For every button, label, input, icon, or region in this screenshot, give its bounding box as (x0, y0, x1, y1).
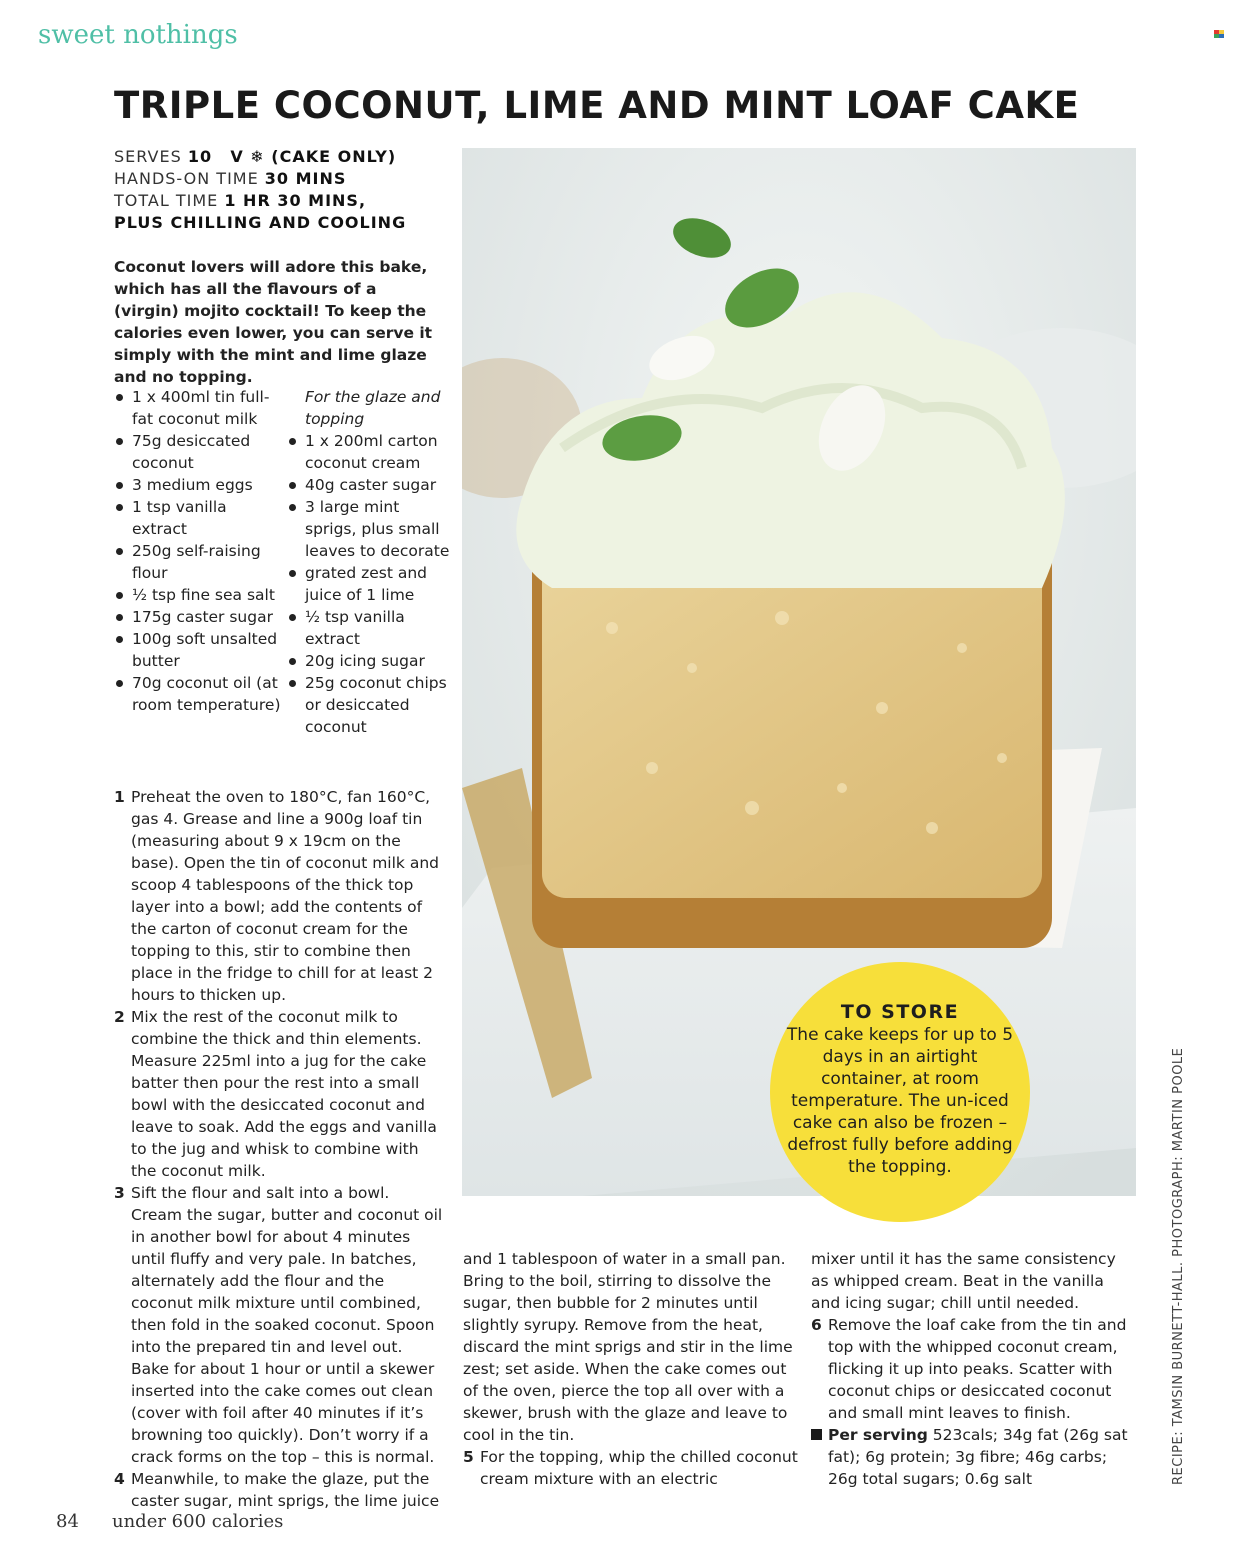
method-column-2 (463, 1248, 799, 1490)
ingredient-item: 250g self-raising flour (114, 540, 284, 584)
diet-tags: V ❄ (CAKE ONLY) (230, 147, 397, 166)
ingredient-item: ½ tsp vanilla extract (287, 606, 452, 650)
page-number: 84 (56, 1511, 79, 1532)
ingredient-item: 100g soft unsalted butter (114, 628, 284, 672)
ingredient-item: ½ tsp fine sea salt (114, 584, 284, 606)
step-number: 4 (114, 1470, 125, 1488)
method-column-3 (811, 1248, 1131, 1490)
serves-value: 10 (187, 147, 213, 166)
method-step-1 (114, 786, 444, 1006)
method-step-5-continued: mixer until it has the same consistency as whipped cream. Beat in the vanilla and icing sugar; chill until needed. (811, 1250, 1116, 1312)
step-text: Mix the rest of the coconut milk to combine the thick and thin elements. Measure 225ml into a jug for the cake batter then pour the rest into a small bowl with the desiccated coconut and leave to soak. Add the eggs and vanilla to the jug and whisk to combine with the coconut milk. (131, 1008, 437, 1180)
nutrition-text: 523cals; 34g fat (26g sat fat); 6g protein; 3g fibre; 46g carbs; 26g total sugars; 0.6g salt (828, 1426, 1128, 1488)
ingredient-item: 1 tsp vanilla extract (114, 496, 284, 540)
total-time-extra-text: PLUS CHILLING AND COOLING (114, 213, 407, 232)
method-step-4-continued: and 1 tablespoon of water in a small pan. Bring to the boil, stirring to dissolve the sugar, then bubble for 2 minutes until slightly syrupy. Remove from the heat, discard the mint sprigs and stir in the lime zest; set aside. When the cake comes out of the oven, pierce the top all over with a skewer, brush with the glaze and leave to cool in the tin. (463, 1250, 793, 1444)
ingredient-item: 175g caster sugar (114, 606, 284, 628)
step-number: 5 (463, 1448, 474, 1466)
glaze-heading: For the glaze and topping (305, 388, 441, 428)
method-step-2 (114, 1006, 444, 1182)
step-number: 2 (114, 1008, 125, 1026)
to-store-heading: TO STORE (840, 1001, 960, 1023)
step-text: Meanwhile, to make the glaze, put the caster sugar, mint sprigs, the lime juice (131, 1470, 440, 1510)
footer-label: under 600 calories (112, 1511, 284, 1532)
step-text: For the topping, whip the chilled coconut cream mixture with an electric (480, 1448, 798, 1488)
ingredient-item: 3 medium eggs (114, 474, 284, 496)
nutrition-info (811, 1424, 1131, 1490)
ingredient-item: 1 x 200ml carton coconut cream (287, 430, 452, 474)
to-store-bubble (770, 962, 1030, 1222)
nutrition-label: Per serving (828, 1426, 928, 1444)
recipe-title: TRIPLE COCONUT, LIME AND MINT LOAF CAKE (114, 84, 1080, 127)
hands-on-value: 30 MINS (264, 169, 347, 188)
recipe-intro: Coconut lovers will adore this bake, which has all the flavours of a (virgin) mojito cocktail! To keep the calories even lower, you can serve it simply with the mint and lime glaze and no topping. (114, 258, 433, 386)
ingredient-item: 1 x 400ml tin full-fat coconut milk (114, 386, 284, 430)
to-store-text: The cake keeps for up to 5 days in an airtight container, at room temperature. The un-iced cake can also be frozen – defrost fully before adding the topping. (786, 1025, 1014, 1177)
total-time-line (114, 190, 454, 212)
section-tag: sweet nothings (38, 20, 238, 50)
method-step-6 (811, 1314, 1131, 1424)
ingredient-item: 20g icing sugar (287, 650, 452, 672)
nutrition-square-icon (811, 1429, 822, 1440)
method-column-1 (114, 786, 444, 1512)
ingredient-item: 75g desiccated coconut (114, 430, 284, 474)
ingredient-item: 25g coconut chips or desiccated coconut (287, 672, 452, 738)
step-text: Preheat the oven to 180°C, fan 160°C, gas 4. Grease and line a 900g loaf tin (measuring about 9 x 19cm on the base). Open the tin of coconut milk and scoop 4 tablespoons of the thick top layer into a bowl; add the contents of the carton of coconut cream for the topping to this, stir to combine then place in the fridge to chill for at least 2 hours to thicken up. (131, 788, 439, 1004)
total-time-label: TOTAL TIME (114, 191, 219, 210)
ingredient-item: 40g caster sugar (287, 474, 452, 496)
photo-credit: RECIPE: TAMSIN BURNETT-HALL. PHOTOGRAPH: MARTIN POOLE (1171, 1047, 1186, 1485)
hands-on-label: HANDS-ON TIME (114, 169, 259, 188)
step-text: Sift the flour and salt into a bowl. Cream the sugar, butter and coconut oil in another bowl for about 4 minutes until fluffy and very pale. In batches, alternately add the flour and the coconut milk mixture until combined, then fold in the soaked coconut. Spoon into the prepared tin and level out. Bake for about 1 hour or until a skewer inserted into the cake comes out clean (cover with foil after 40 minutes if it’s browning too quickly). Don’t worry if a crack forms on the top – this is normal. (131, 1184, 443, 1466)
serves-line (114, 146, 454, 168)
serves-label: SERVES (114, 147, 182, 166)
recipe-meta (114, 146, 454, 234)
step-number: 1 (114, 788, 125, 806)
method-step-3 (114, 1182, 444, 1468)
corner-mark-icon (1214, 30, 1224, 38)
ingredients-cake (114, 386, 284, 716)
hands-on-line (114, 168, 454, 190)
method-step-5 (463, 1446, 799, 1490)
method-step-4 (114, 1468, 444, 1512)
ingredient-item: 70g coconut oil (at room temperature) (114, 672, 284, 716)
step-text: Remove the loaf cake from the tin and top with the whipped coconut cream, flicking it up into peaks. Scatter with coconut chips or desiccated coconut and small mint leaves to finish. (828, 1316, 1127, 1422)
step-number: 3 (114, 1184, 125, 1202)
ingredient-item: grated zest and juice of 1 lime (287, 562, 452, 606)
step-number: 6 (811, 1316, 822, 1334)
ingredient-item: 3 large mint sprigs, plus small leaves to decorate (287, 496, 452, 562)
total-time-value: 1 HR 30 MINS, (224, 191, 367, 210)
total-time-extra (114, 212, 454, 234)
ingredients-glaze (287, 386, 452, 738)
